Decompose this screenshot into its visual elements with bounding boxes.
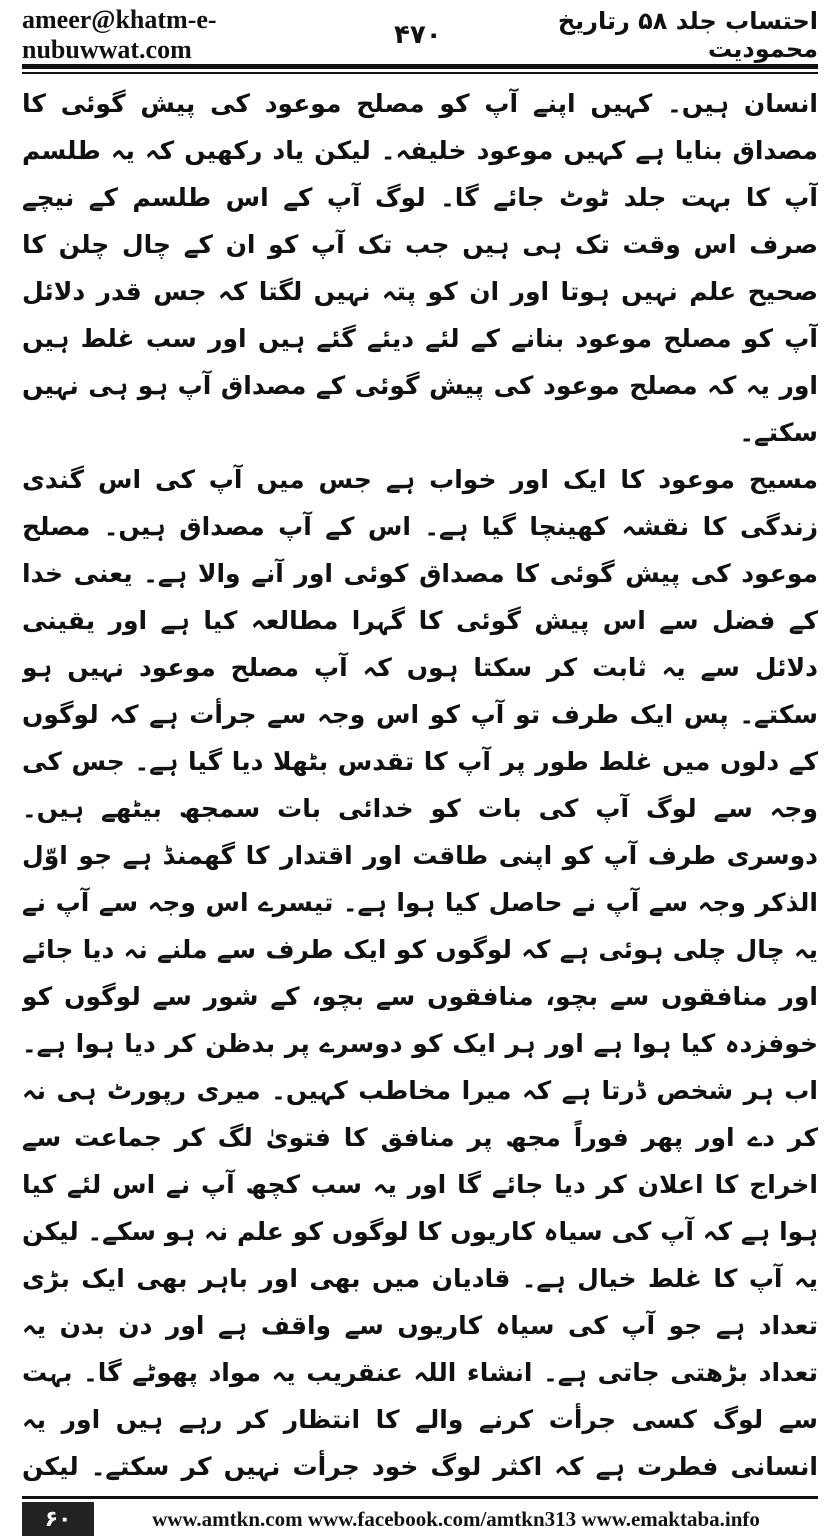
header-rule-thick bbox=[22, 64, 818, 69]
footer-page-number: ۶۰ bbox=[22, 1502, 94, 1536]
footer-rule bbox=[22, 1496, 818, 1499]
header-page-number: ۴۷۰ bbox=[393, 20, 442, 50]
header-book-title: احتساب جلد ۵۸ رتاریخ محمودیت bbox=[557, 7, 818, 63]
header-rule-thin bbox=[22, 72, 818, 74]
paragraph-2: مسیح موعود کا ایک اور خواب ہے جس میں آپ کی اس گندی زندگی کا نقشہ کھینچا گیا ہے۔ اس کے آپ مصداق ہیں۔ مصلح موعود کی پیش گوئی کا مصداق کوئی اور آنے والا ہے۔ یعنی خدا کے فضل سے اس پیش گوئی کا گہرا مطالعہ کیا ہے اور یقینی دلائل سے یہ ثابت کر سکتا ہوں کہ آپ مصلح موعود نہیں ہو سکتے۔ پس ایک طرف تو آپ کو اس وجہ سے جرأت ہے کہ لوگوں کے دلوں میں غلط طور پر آپ کا تقدس بٹھلا دیا گیا ہے۔ جس کی وجہ سے لوگ آپ کی بات کو خدائی بات سمجھ بیٹھے ہیں۔ دوسری طرف آپ کو اپنی طاقت اور اقتدار کا گھمنڈ ہے جو اوّل الذکر وجہ سے آپ نے حاصل کیا ہوا ہے۔ تیسرے اس وجہ سے آپ نے یہ چال چلی ہوئی ہے کہ لوگوں کو ایک طرف سے ملنے نہ دیا جائے اور منافقوں سے بچو، منافقوں سے بچو، کے شور سے لوگوں کو خوفزدہ کیا ہوا ہے اور ہر ایک کو دوسرے پر بدظن کر دیا ہوا ہے۔ اب ہر شخص ڈرتا ہے کہ میرا مخاطب کہیں۔ میری رپورٹ ہی نہ کر دے اور پھر فوراً مجھ پر منافق کا فتویٰ لگ کر جماعت سے اخراج کا اعلان کر دیا جائے گا اور یہ سب کچھ آپ نے اس لئے کیا ہوا ہے کہ آپ کی سیاہ کاریوں کا لوگوں کو علم نہ ہو سکے۔ لیکن یہ آپ کا غلط خیال ہے۔ قادیان میں بھی اور باہر بھی ایک بڑی تعداد ہے جو آپ کی سیاہ کاریوں سے واقف ہے اور دن بدن یہ تعداد بڑھتی جاتی ہے۔ انشاء اللہ عنقریب یہ مواد پھوٹے گا۔ بہت سے لوگ کسی جرأت کرنے والے کا انتظار کر رہے ہیں اور یہ انسانی فطرت ہے کہ اکثر لوگ خود جرأت نہیں کر سکتے۔ لیکن bbox=[22, 465, 818, 1481]
footer-websites: www.amtkn.com www.facebook.com/amtkn313 www.emaktaba.info bbox=[152, 1506, 760, 1531]
paragraph-1: انسان ہیں۔ کہیں اپنے آپ کو مصلح موعود کی پیش گوئی کا مصداق بنایا ہے کہیں موعود خلیفہ۔ لیکن یاد رکھیں کہ یہ طلسم آپ کا بہت جلد ٹوٹ جائے گا۔ لوگ آپ کے اس طلسم کے نیچے صرف اس وقت تک ہی ہیں جب تک آپ کو ان کے چال چلن کا صحیح علم نہیں ہوتا اور ان کو پتہ نہیں لگتا کہ جس قدر دلائل آپ کو مصلح موعود بنانے کے لئے دیئے گئے ہیں اور سب غلط ہیں اور یہ کہ مصلح موعود کی پیش گوئی کے مصداق آپ ہو ہی نہیں سکتے۔ bbox=[22, 89, 818, 447]
page-header bbox=[22, 5, 818, 64]
page-footer bbox=[22, 1502, 818, 1536]
body-text bbox=[22, 80, 818, 1492]
header-left bbox=[22, 5, 442, 65]
header-email: ameer@khatm-e-nubuwwat.com bbox=[22, 5, 217, 64]
